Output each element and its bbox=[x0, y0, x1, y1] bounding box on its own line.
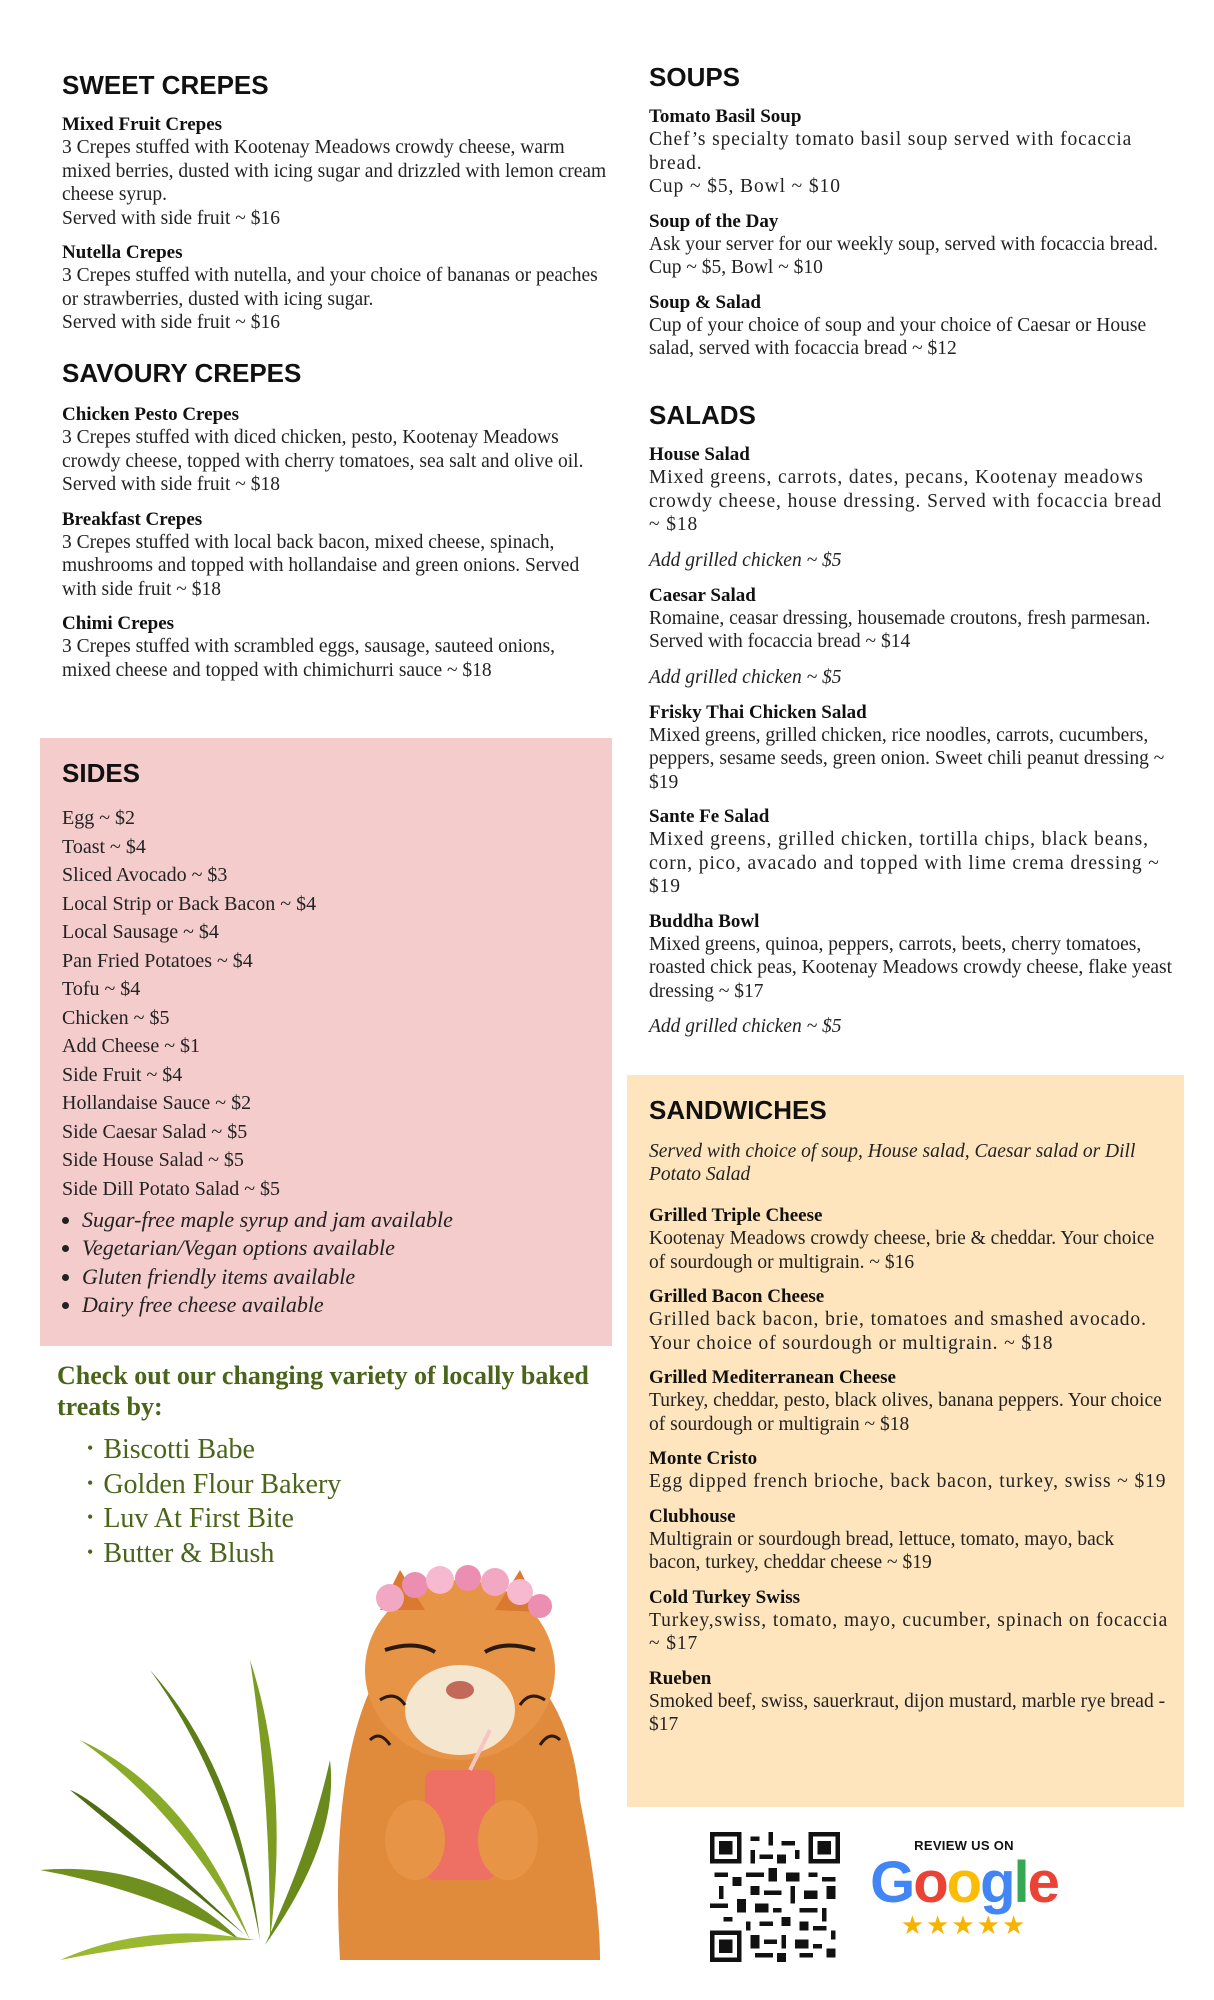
google-logo: Google bbox=[870, 1850, 1058, 1915]
sides-section bbox=[40, 738, 612, 1346]
menu-item-breakfast-crepes bbox=[62, 508, 607, 602]
item-description: Cup of your choice of soup and your choice of Caesar or House salad, served with focaccia bread ~ $12 bbox=[649, 314, 1147, 359]
item-price: Cup ~ $5, Bowl ~ $10 bbox=[649, 176, 841, 197]
menu-item-soup-of-the-day bbox=[649, 210, 1179, 280]
menu-item-grilled-triple-cheese bbox=[649, 1204, 1169, 1274]
item-name: House Salad bbox=[649, 444, 750, 465]
item-description: Mixed greens, grilled chicken, rice noodles, carrots, cucumbers, peppers, sesame seeds, green onion. Sweet chili peanut dressing ~ $19 bbox=[649, 724, 1165, 793]
item-description: Chef’s specialty tomato basil soup served with focaccia bread. bbox=[649, 129, 1133, 174]
menu-item-cold-turkey-swiss bbox=[649, 1586, 1169, 1656]
sandwich-served-with: Served with choice of soup, House salad, Caesar salad or Dill Potato Salad bbox=[649, 1141, 1136, 1185]
item-description: Ask your server for our weekly soup, served with focaccia bread. bbox=[649, 233, 1158, 255]
item-description: Mixed greens, carrots, dates, pecans, Kootenay meadows crowdy cheese, house dressing. Served with focaccia bread ~ $18 bbox=[649, 467, 1163, 535]
item-description: 3 Crepes stuffed with Kootenay Meadows crowdy cheese, warm mixed berries, dusted with icing sugar and drizzled with lemon cream cheese syrup. bbox=[62, 137, 607, 205]
item-name: Mixed Fruit Crepes bbox=[62, 114, 223, 135]
menu-item-nutella-crepes bbox=[62, 241, 607, 335]
item-description: Turkey,swiss, tomato, mayo, cucumber, spinach on focaccia ~ $17 bbox=[649, 1609, 1169, 1654]
item-name: Rueben bbox=[649, 1667, 712, 1689]
item-name: Caesar Salad bbox=[649, 584, 756, 606]
side-item: Chicken ~ $5 bbox=[62, 1006, 170, 1029]
item-name: Nutella Crepes bbox=[62, 242, 183, 263]
menu-item-mixed-fruit-crepes bbox=[62, 113, 607, 230]
item-description: Smoked beef, swiss, sauerkraut, dijon mustard, marble rye bread - $17 bbox=[649, 1690, 1166, 1735]
side-item: Pan Fried Potatoes ~ $4 bbox=[62, 949, 253, 972]
treats-heading: Check out our changing variety of locally baked treats by: bbox=[57, 1361, 589, 1421]
dietary-note: • Gluten friendly items available bbox=[82, 1263, 602, 1291]
item-description: Multigrain or sourdough bread, lettuce, tomato, mayo, back bacon, turkey, cheddar cheese ~ $19 bbox=[649, 1528, 1115, 1573]
item-name: Monte Cristo bbox=[649, 1448, 758, 1469]
item-name: Buddha Bowl bbox=[649, 910, 760, 932]
dietary-note: • Vegetarian/Vegan options available bbox=[82, 1234, 602, 1262]
item-description: Kootenay Meadows crowdy cheese, brie & cheddar. Your choice of sourdough or multigrain. ~ $16 bbox=[649, 1228, 1155, 1273]
item-name: Grilled Mediterranean Cheese bbox=[649, 1367, 896, 1388]
bakery-name: • Biscotti Babe bbox=[87, 1434, 617, 1469]
menu-item-soup-and-salad bbox=[649, 291, 1179, 361]
item-price: Cup ~ $5, Bowl ~ $10 bbox=[649, 257, 823, 278]
item-name: Soup & Salad bbox=[649, 291, 761, 313]
bakery-name: • Golden Flour Bakery bbox=[87, 1469, 617, 1504]
menu-item-buddha-bowl bbox=[649, 910, 1179, 1040]
item-name: Clubhouse bbox=[649, 1505, 736, 1527]
bakery-name: • Butter & Blush bbox=[87, 1538, 617, 1573]
dietary-note: • Sugar-free maple syrup and jam available bbox=[82, 1206, 602, 1234]
side-item: Side House Salad ~ $5 bbox=[62, 1149, 244, 1171]
side-item: Sliced Avocado ~ $3 bbox=[62, 864, 228, 886]
item-description: Grilled back bacon, brie, tomatoes and smashed avocado. Your choice of sourdough or multigrain. ~ $18 bbox=[649, 1309, 1147, 1354]
side-item: Toast ~ $4 bbox=[62, 835, 146, 858]
menu-item-house-salad bbox=[649, 443, 1179, 573]
item-name: Grilled Triple Cheese bbox=[649, 1205, 823, 1226]
tiger-illustration bbox=[40, 1540, 630, 1960]
dietary-note: • Dairy free cheese available bbox=[82, 1291, 602, 1319]
side-item: Egg ~ $2 bbox=[62, 807, 136, 829]
menu-item-grilled-bacon-cheese bbox=[649, 1285, 1169, 1355]
menu-item-caesar-salad bbox=[649, 584, 1179, 690]
sweet-crepes-section bbox=[62, 70, 607, 346]
item-name: Cold Turkey Swiss bbox=[649, 1586, 801, 1608]
bakery-name: • Luv At First Bite bbox=[87, 1503, 617, 1538]
item-name: Soup of the Day bbox=[649, 210, 779, 232]
menu-item-chimi-crepes bbox=[62, 612, 607, 682]
item-name: Sante Fe Salad bbox=[649, 806, 770, 827]
section-title-sides: SIDES bbox=[62, 758, 141, 788]
item-addon: Add grilled chicken ~ $5 bbox=[649, 549, 842, 571]
item-description: Egg dipped french brioche, back bacon, turkey, swiss ~ $19 bbox=[649, 1471, 1167, 1492]
review-label: REVIEW US ON bbox=[914, 1838, 1014, 1853]
menu-item-frisky-thai-chicken-salad bbox=[649, 701, 1179, 795]
item-name: Chicken Pesto Crepes bbox=[62, 404, 239, 425]
item-description: Mixed greens, grilled chicken, tortilla chips, black beans, corn, pico, avacado and topped with lime crema dressing ~ $19 bbox=[649, 829, 1160, 897]
star-rating-icon: ★★★★★ bbox=[900, 1911, 1028, 1940]
tiger-figure bbox=[338, 1565, 600, 1960]
item-description: Mixed greens, quinoa, peppers, carrots, beets, cherry tomatoes, roasted chick peas, Kootenay Meadows crowdy cheese, flake yeast dressing ~ $17 bbox=[649, 933, 1173, 1002]
menu-item-sante-fe-salad bbox=[649, 805, 1179, 899]
item-description: 3 Crepes stuffed with scrambled eggs, sausage, sauteed onions, mixed cheese and topped with chimichurri sauce ~ $18 bbox=[62, 636, 555, 681]
section-title-savoury-crepes: SAVOURY CREPES bbox=[62, 358, 302, 388]
item-name: Tomato Basil Soup bbox=[649, 106, 802, 127]
palm-leaf-icon bbox=[40, 1660, 331, 1960]
side-item: Local Sausage ~ $4 bbox=[62, 921, 219, 943]
sandwiches-section bbox=[627, 1075, 1184, 1807]
item-addon: Add grilled chicken ~ $5 bbox=[649, 1016, 842, 1037]
item-addon: Add grilled chicken ~ $5 bbox=[649, 666, 842, 688]
item-description: 3 Crepes stuffed with nutella, and your choice of bananas or peaches or strawberries, dusted with icing sugar. bbox=[62, 265, 598, 310]
item-name: Grilled Bacon Cheese bbox=[649, 1286, 825, 1307]
item-name: Breakfast Crepes bbox=[62, 508, 203, 530]
menu-item-grilled-mediterranean-cheese bbox=[649, 1366, 1169, 1436]
menu-item-clubhouse bbox=[649, 1505, 1169, 1575]
section-title-salads: SALADS bbox=[649, 400, 756, 430]
side-item: Side Caesar Salad ~ $5 bbox=[62, 1120, 248, 1143]
sides-list bbox=[62, 804, 582, 1203]
menu-item-chicken-pesto-crepes bbox=[62, 403, 607, 497]
side-item: Add Cheese ~ $1 bbox=[62, 1035, 201, 1057]
side-item: Hollandaise Sauce ~ $2 bbox=[62, 1092, 252, 1114]
item-description: Turkey, cheddar, pesto, black olives, banana peppers. Your choice of sourdough or multigrain ~ $18 bbox=[649, 1390, 1162, 1435]
item-description: 3 Crepes stuffed with local back bacon, mixed cheese, spinach, mushrooms and topped with hollandaise and green onions. Served with side fruit ~ $18 bbox=[62, 531, 580, 600]
side-item: Local Strip or Back Bacon ~ $4 bbox=[62, 892, 317, 915]
menu-item-tomato-basil-soup bbox=[649, 105, 1179, 199]
soups-section bbox=[649, 62, 1179, 372]
google-review-badge[interactable] bbox=[869, 1838, 1059, 1948]
menu-item-rueben bbox=[649, 1667, 1169, 1737]
side-item: Side Fruit ~ $4 bbox=[62, 1063, 183, 1086]
section-title-sweet-crepes: SWEET CREPES bbox=[62, 70, 269, 100]
item-description: Romaine, ceasar dressing, housemade croutons, fresh parmesan. Served with focaccia bread ~ $14 bbox=[649, 607, 1151, 652]
qr-code-icon[interactable] bbox=[710, 1832, 840, 1962]
dietary-notes-list bbox=[62, 1206, 602, 1319]
item-name: Chimi Crepes bbox=[62, 613, 175, 634]
side-item: Tofu ~ $4 bbox=[62, 978, 141, 1000]
item-price: Served with side fruit ~ $16 bbox=[62, 207, 280, 229]
item-price: Served with side fruit ~ $16 bbox=[62, 312, 280, 333]
side-item: Side Dill Potato Salad ~ $5 bbox=[62, 1177, 281, 1200]
menu-item-monte-cristo bbox=[649, 1447, 1169, 1494]
savoury-crepes-section bbox=[62, 358, 607, 693]
item-description: 3 Crepes stuffed with diced chicken, pesto, Kootenay Meadows crowdy cheese, topped with cherry tomatoes, sea salt and olive oil. Served with side fruit ~ $18 bbox=[62, 427, 584, 495]
section-title-sandwiches: SANDWICHES bbox=[649, 1095, 827, 1125]
salads-section bbox=[649, 400, 1179, 1050]
item-name: Frisky Thai Chicken Salad bbox=[649, 701, 867, 723]
section-title-soups: SOUPS bbox=[649, 62, 741, 92]
